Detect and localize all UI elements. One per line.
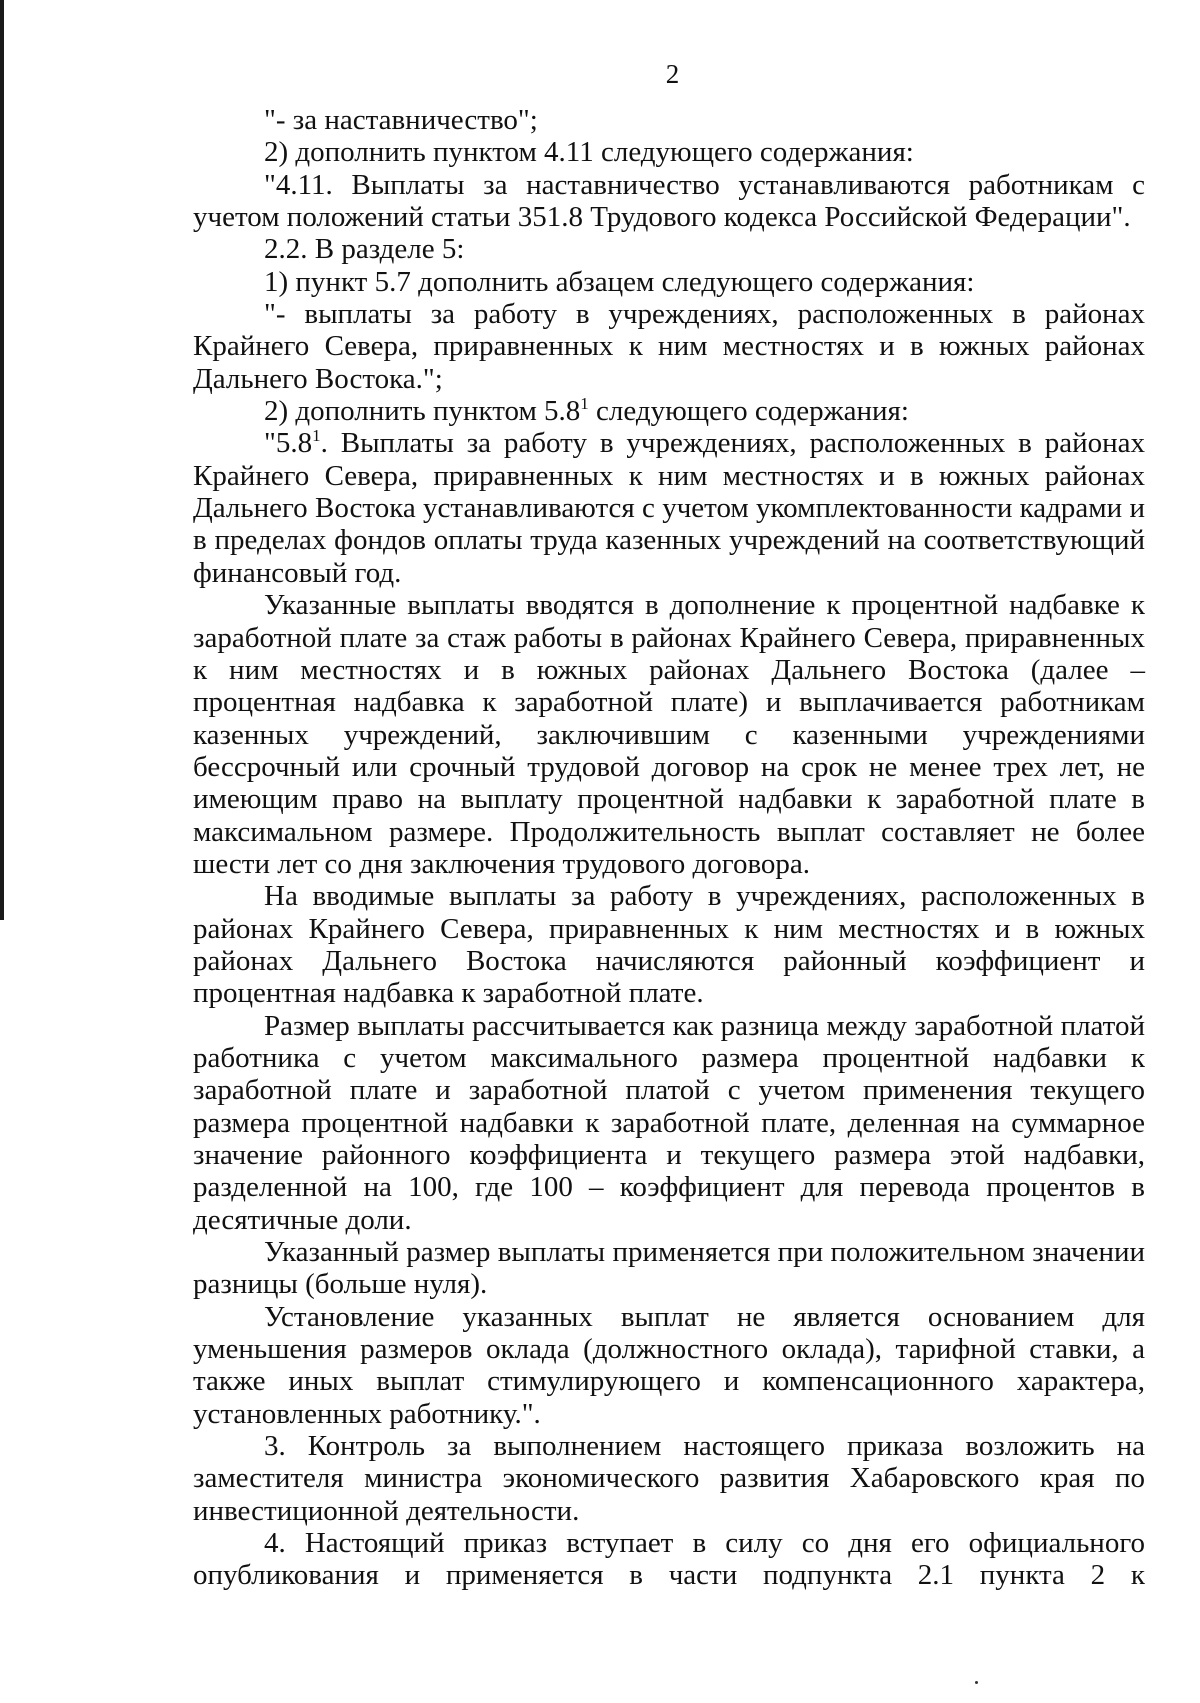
paragraph: Указанный размер выплаты применяется при положительном значении разницы (больше нуля). (193, 1236, 1145, 1301)
paragraph: "- выплаты за работу в учреждениях, расположенных в районах Крайнего Севера, приравненных к ним местностях и в южных районах Дальнего Востока."; (193, 298, 1145, 395)
text-run: 2) дополнить пунктом 5.8 (264, 395, 581, 428)
paragraph: "4.11. Выплаты за наставничество устанавливаются работникам с учетом положений статьи 351.8 Трудового кодекса Российской Федерации". (193, 168, 1145, 234)
paragraph: Размер выплаты рассчитывается как разница между заработной платой работника с учетом максимального размера процентной надбавки к заработной плате и заработной платой с учетом применения текущего размера процентной надбавки к заработной плате, деленная на суммарное значение районного коэффициента и текущего размера этой надбавки, разделенной на 100, где 100 – коэффициент для перевода процентов в десятичные доли. (193, 1009, 1145, 1236)
paragraph: 2) дополнить пунктом 4.11 следующего содержания: (264, 136, 914, 169)
paragraph (193, 427, 1145, 589)
paragraph: 1) пункт 5.7 дополнить абзацем следующего содержания: (264, 265, 975, 298)
paragraph: Указанные выплаты вводятся в дополнение к процентной надбавке к заработной плате за стаж работы в районах Крайнего Севера, приравненных к ним местностях и в южных районах Дальнего Востока (далее – процентная надбавка к заработной плате) и выплачивается работникам казенных учреждений, заключившим с казенными учреждениями бессрочный или срочный трудовой договор на срок не менее трех лет, не имеющим право на выплату процентной надбавки к заработной плате в максимальном размере. Продолжительность выплат составляет не более шести лет со дня заключения трудового договора. (193, 589, 1145, 880)
scan-dot (975, 1681, 978, 1684)
superscript: 1 (580, 394, 589, 414)
paragraph: Установление указанных выплат не является основанием для уменьшения размеров оклада (должностного оклада), тарифной ставки, а также иных выплат стимулирующего и компенсационного характера, установленных работнику.". (193, 1300, 1145, 1430)
paragraph (193, 395, 1145, 427)
paragraph: На вводимые выплаты за работу в учреждениях, расположенных в районах Крайнего Севера, приравненных к ним местностях и в южных районах Дальнего Востока начисляются районный коэффициент и процентная надбавка к заработной плате. (193, 880, 1145, 1010)
superscript: 1 (312, 426, 321, 446)
scan-edge (0, 0, 4, 920)
paragraph: 3. Контроль за выполнением настоящего приказа возложить на заместителя министра экономического развития Хабаровского края по инвестиционной деятельности. (193, 1430, 1145, 1527)
document-body (193, 104, 1145, 1592)
paragraph: 2.2. В разделе 5: (264, 233, 465, 266)
paragraph: 4. Настоящий приказ вступает в силу со дня его официального опубликования и применяется в части подпункта 2.1 пункта 2 к (193, 1527, 1145, 1592)
text-run: следующего содержания: (588, 395, 909, 428)
text-run: . Выплаты за работу в учреждениях, расположенных в районах Крайнего Севера, приравненных к ним местностях и в южных районах Дальнего Востока устанавливаются с учетом укомплектованности кадрами и в пределах фондов оплаты труда казенных учреждений на соответствующий финансовый год. (193, 427, 1145, 589)
text-run: "5.8 (264, 427, 313, 460)
page-number: 2 (665, 59, 680, 89)
paragraph: "- за наставничество"; (264, 104, 538, 136)
